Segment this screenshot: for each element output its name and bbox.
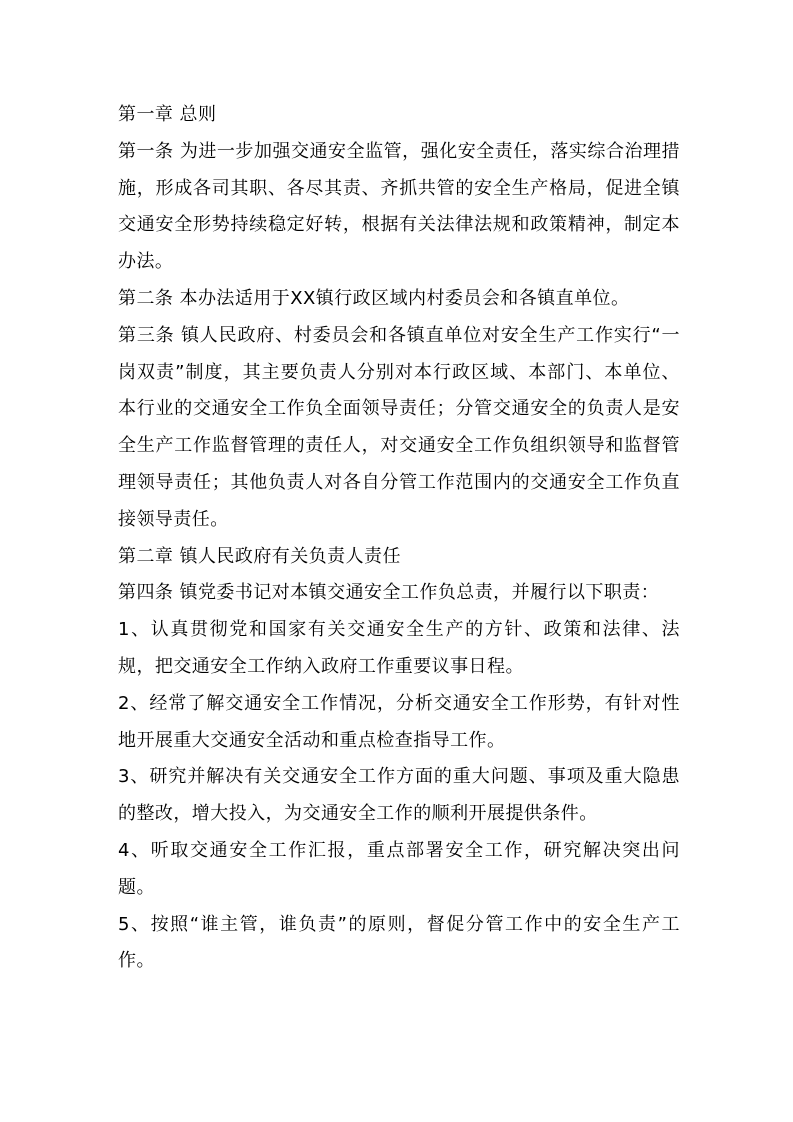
duty-item-3: 3、研究并解决有关交通安全工作方面的重大问题、事项及重大隐患的整改，增大投入，为交通安全工作的顺利开展提供条件。 — [118, 766, 680, 825]
article-3: 第三条 镇人民政府、村委员会和各镇直单位对安全生产工作实行“一岗双责”制度，其主要负责人分别对本行政区域、本部门、本单位、本行业的交通安全工作负全面领导责任；分管交通安全的负责人是安全生产工作监督管理的责任人，对交通安全工作负组织领导和监督管理领导责任；其他负责人对各自分管工作范围内的交通安全工作负直接领导责任。 — [118, 324, 680, 530]
duty-item-5: 5、按照“谁主管，谁负责”的原则，督促分管工作中的安全生产工作。 — [118, 913, 680, 972]
article-2: 第二条 本办法适用于XX镇行政区域内村委员会和各镇直单位。 — [118, 287, 630, 309]
chapter-1-heading: 第一章 总则 — [118, 104, 217, 125]
chapter-2-heading: 第二章 镇人民政府有关负责人责任 — [118, 545, 401, 567]
article-4: 第四条 镇党委书记对本镇交通安全工作负总责，并履行以下职责： — [118, 582, 660, 604]
article-1: 第一条 为进一步加强交通安全监管，强化安全责任，落实综合治理措施，形成各司其职、各尽其责、齐抓共管的安全生产格局，促进全镇交通安全形势持续稳定好转，根据有关法律法规和政策精神，制定本办法。 — [118, 140, 680, 273]
duty-item-2: 2、经常了解交通安全工作情况，分析交通安全工作形势，有针对性地开展重大交通安全活动和重点检查指导工作。 — [118, 692, 680, 751]
document-page — [118, 97, 680, 980]
duty-item-4: 4、听取交通安全工作汇报，重点部署安全工作，研究解决突出问题。 — [118, 839, 680, 898]
duty-item-1: 1、认真贯彻党和国家有关交通安全生产的方针、政策和法律、法规，把交通安全工作纳入政府工作重要议事日程。 — [118, 619, 680, 677]
